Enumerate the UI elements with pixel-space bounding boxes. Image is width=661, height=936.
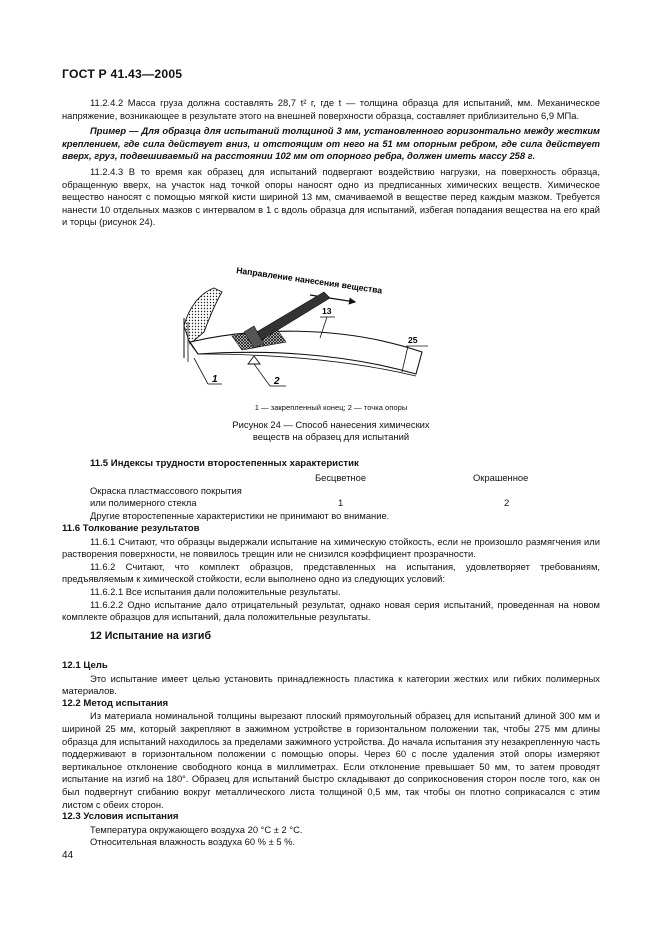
specimen-strip (190, 331, 422, 374)
clamp-block (184, 288, 222, 344)
section-11-5-title: 11.5 Индексы трудности второстепенных характеристик (90, 458, 359, 469)
section-12-title: 12 Испытание на изгиб (90, 630, 211, 642)
paragraph-12-1: Это испытание имеет целью установить принадлежность пластика к категории жестких или гибких полимерных материалов. (62, 672, 600, 697)
table-row (90, 497, 610, 510)
paragraph-11-2-4-3: 11.2.4.3 В то время как образец для испытаний подвергают воздействию нагрузки, на поверхность образца, обращенную вверх, на участок над точкой опоры наносят одно из предписанных химических веществ. Химическое вещество наносят с помощью мягкой кисти шириной 13 мм, смачиваемой в веществе перед каждым мазком. Требуется нанести 10 отдельных мазков с интервалом в 1 с вдоль образца для испытаний, избегая попадания вещества на его край и торцы (рисунок 24). (62, 165, 600, 228)
paragraph-12-3-1: Температура окружающего воздуха 20 °С ± 2 °С. (90, 823, 303, 835)
figure-24-drawing (170, 262, 430, 392)
table-value-colorless: 1 (338, 497, 344, 509)
section-12-body (62, 660, 600, 849)
paragraph-12-3-2: Относительная влажность воздуха 60 % ± 5 %. (90, 836, 296, 848)
text-block-top (62, 97, 600, 229)
paragraph-11-6-2-2: 11.6.2.2 Одно испытание дало отрицательный результат, однако новая серия испытаний, проведенная на новом комплекте образцов для испытаний, дала положительные результаты. (62, 598, 600, 623)
section-12-1-title: 12.1 Цель (62, 660, 108, 671)
paragraph-12-2: Из материала номинальной толщины вырезают плоский прямоугольный образец для испытаний длиной 300 мм и шириной 25 мм, который закрепляют в зажимном устройстве в горизонтальном положении так, чтобы 275 мм длины образца для испытаний находилось за пределами зажимного устройства. До начала испытания эту незакрепленную часть поддерживают в горизонтальном положении с помощью опоры. Через 60 с после удаления этой опоры измеряют вертикальное отклонение свободного конца в миллиметрах. Если отклонение превышает 50 мм, то затем проводят испытание на изгиб на 180°. Образец для испытаний быстро складывают до соприкосновения сторон после того, как он был подвергнут сгибанию вокруг металлического листа толщиной 0,5 мм, так чтобы он плотно соприкасался с этим листом с обеих сторон. (62, 710, 600, 810)
section-11-6 (62, 523, 600, 624)
paragraph-11-6-2-1: 11.6.2.1 Все испытания дали положительные результаты. (90, 585, 341, 597)
section-11-6-title: 11.6 Толкование результатов (62, 523, 200, 534)
page-number: 44 (62, 850, 74, 861)
paragraph-11-2-4-2: 11.2.4.2 Масса груза должна составлять 28,7 t² г, где t — толщина образца для испытаний, мм. Механическое напряжение, возникающее в результате этого на внешней поверхности образца, составляет приблизительно 6,9 МПа. (62, 97, 600, 121)
table-row (90, 485, 610, 498)
paragraph-11-6-1: 11.6.1 Считают, что образцы выдержали испытание на химическую стойкость, если не произошло размягчения или растворения поверхности, не появилось трещин или не снизился коэффициент прозрачности. (62, 535, 600, 560)
table-value-colored: 2 (504, 497, 510, 509)
label-1: 1 (212, 374, 218, 385)
label-1-leader (194, 358, 208, 384)
table-note-row (90, 510, 610, 523)
section-12-2-title: 12.2 Метод испытания (62, 697, 169, 709)
label-2-leader (254, 364, 270, 386)
table-header-row (90, 472, 610, 485)
label-2: 2 (274, 376, 280, 387)
section-12-3-title: 12.3 Условия испытания (62, 811, 179, 823)
dim-13-label: 13 (322, 306, 332, 316)
document-header: ГОСТ Р 41.43—2005 (62, 67, 183, 81)
difficulty-index-table (90, 472, 610, 522)
table-row-label: Окраска пластмассового покрытия (90, 484, 242, 496)
table-col-colored: Окрашенное (473, 472, 529, 483)
table-row-label: или полимерного стекла (90, 497, 197, 509)
figure-caption-line-1: Рисунок 24 — Способ нанесения химических (232, 419, 430, 430)
figure-legend: 1 — закрепленный конец; 2 — точка опоры (254, 403, 408, 412)
figure-caption-line-2: веществ на образец для испытаний (252, 431, 410, 442)
table-col-colorless: Бесцветное (315, 472, 367, 483)
support-point (248, 356, 260, 364)
paragraph-11-6-2: 11.6.2 Считают, что комплект образцов, представленных на испытания, удовлетворяет требованиям, предъявляемым к химической стойкости, если выполнено одно из следующих условий: (62, 560, 600, 585)
table-note: Другие второстепенные характеристики не принимают во внимание. (90, 509, 390, 521)
dim-25-label: 25 (408, 335, 418, 345)
example-paragraph: Пример — Для образца для испытаний толщиной 3 мм, установленного горизонтально между жестким креплением, где сила действует вниз, и отстоящим от него на 51 мм опорным ребром, где сила действует вверх, груз, подвешиваемый на расстоянии 102 мм от опорного ребра, должен иметь массу 258 г. (62, 125, 600, 162)
arrow-label: Направление нанесения вещества (235, 265, 383, 296)
